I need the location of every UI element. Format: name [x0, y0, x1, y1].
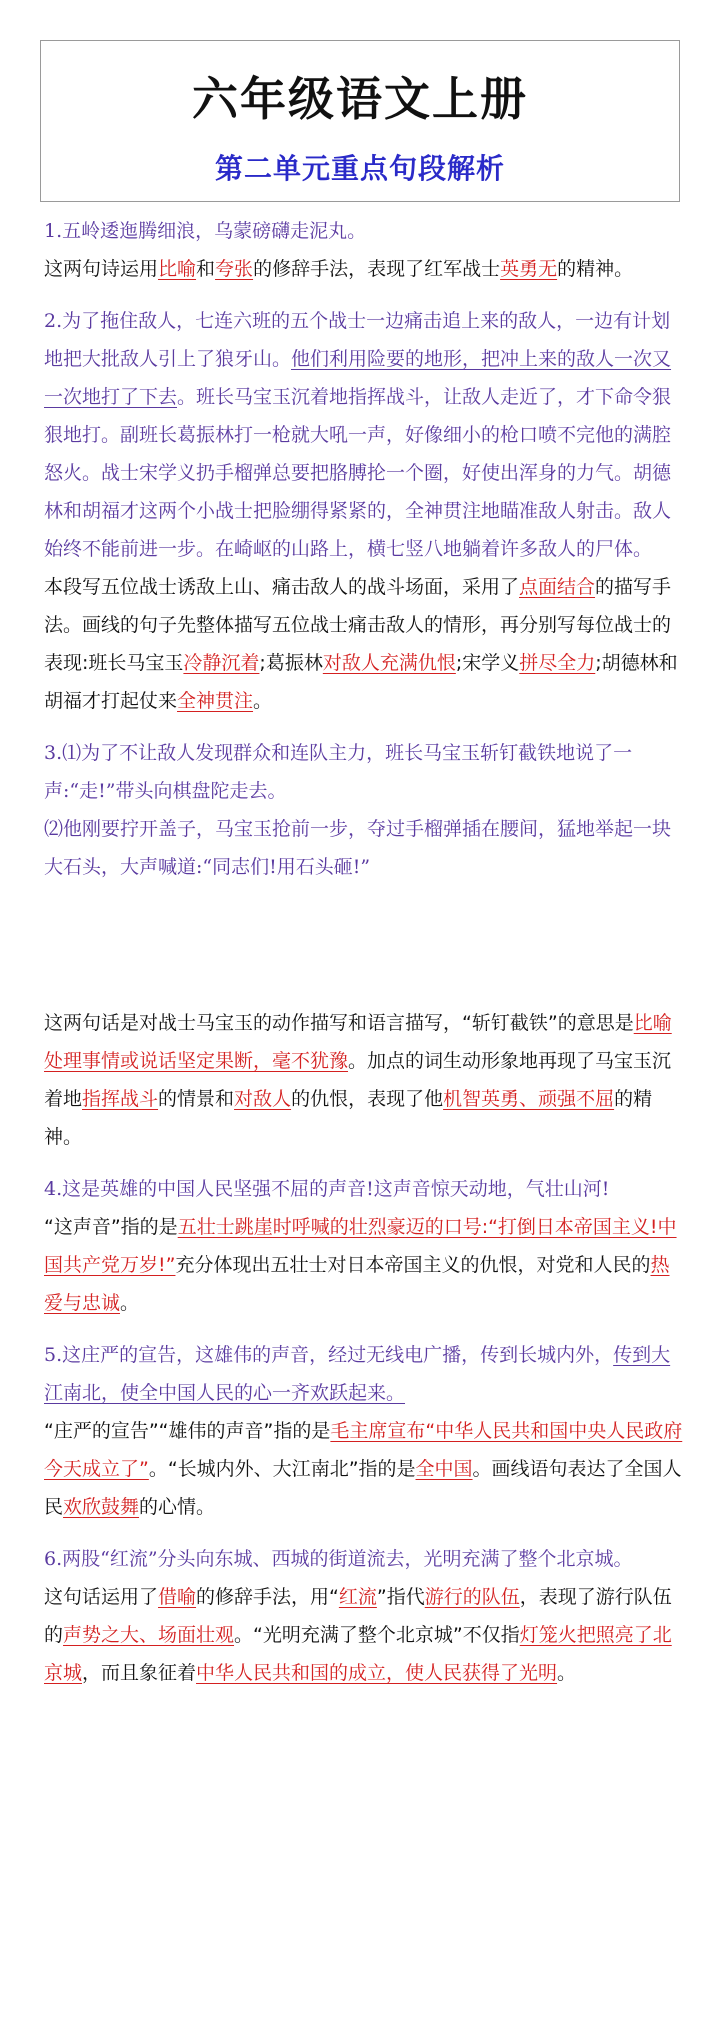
- key-answer: 热爱与忠诚: [44, 1254, 670, 1314]
- text-run: ，而且象征着: [82, 1662, 197, 1684]
- key-answer: 对敌人充满仇恨: [322, 652, 456, 674]
- text-run: 。“长城内外、大江南北”指的是: [148, 1458, 416, 1480]
- text-run: 的精神。: [44, 1088, 653, 1148]
- key-answer: 比喻处理事情或说话坚定果断，毫不犹豫: [44, 1012, 672, 1072]
- section-1: [44, 212, 684, 288]
- text-run: ;葛振林: [259, 652, 323, 674]
- key-answer: 英勇无: [500, 258, 558, 280]
- section-6: [44, 1540, 684, 1692]
- question-1: 1.五岭逶迤腾细浪，乌蒙磅礴走泥丸。: [44, 220, 367, 242]
- text-run: 的修辞手法，用“: [196, 1586, 339, 1608]
- answer-3: [44, 1004, 684, 1156]
- text-run: 5.这庄严的宣告，这雄伟的声音，经过无线电广播，传到长城内外，: [44, 1344, 614, 1366]
- underlined-text: 传到大江南北，使全中国人民的心一齐欢跃起来。: [44, 1344, 671, 1404]
- section-3: [44, 734, 684, 1156]
- key-answer: 毛主席宣布“中华人民共和国中央人民政府今天成立了”: [44, 1420, 683, 1480]
- text-run: 的心情。: [139, 1496, 216, 1518]
- question-6: 6.两股“红流”分头向东城、西城的街道流去，光明充满了整个北京城。: [44, 1548, 633, 1570]
- key-answer: 全中国: [415, 1458, 473, 1480]
- key-answer: 中华人民共和国的成立，使人民获得了光明: [196, 1662, 558, 1684]
- text-run: ;宋学义: [455, 652, 520, 674]
- question-4: 4.这是英雄的中国人民坚强不屈的声音!这声音惊天动地，气壮山河!: [44, 1178, 610, 1200]
- key-answer: 冷静沉着: [183, 652, 260, 674]
- section-4: [44, 1170, 684, 1322]
- page-title: 六年级语文上册: [192, 72, 528, 126]
- key-answer: 游行的队伍: [424, 1586, 520, 1608]
- key-answer: 指挥战斗: [82, 1088, 159, 1110]
- underlined-text: 他们利用险要的地形，把冲上来的敌人一次又一次地打了下去: [44, 348, 672, 408]
- key-answer: 全神贯注: [177, 690, 254, 712]
- text-run: 的情景和: [158, 1088, 235, 1110]
- question-2: [44, 302, 684, 568]
- question-5: [44, 1336, 684, 1412]
- text-run: ，表现了游行队伍的: [44, 1586, 672, 1646]
- section-2: [44, 302, 684, 720]
- answer-4: [44, 1208, 684, 1322]
- text-run: 的精神。: [557, 258, 634, 280]
- text-run: 的描写手法。画线的句子先整体描写五位战士痛击敌人的情形，再分别写每位战士的表现:班长马宝玉: [44, 576, 672, 674]
- text-run: 和: [196, 258, 216, 280]
- text-run: 的修辞手法，表现了红军战士: [253, 258, 501, 280]
- key-answer: 比喻: [158, 258, 197, 280]
- text-run: 这两句诗运用: [44, 258, 159, 280]
- key-answer: 点面结合: [519, 576, 596, 598]
- key-answer: 红流: [338, 1586, 377, 1608]
- blank-space: [44, 886, 684, 1004]
- key-answer: 声势之大、场面壮观: [63, 1624, 235, 1646]
- key-answer: 拼尽全力: [519, 652, 596, 674]
- text-run: ;胡德林和胡福才打起仗来: [44, 652, 678, 712]
- text-run: 这两句话是对战士马宝玉的动作描写和语言描写，“斩钉截铁”的意思是: [44, 1012, 634, 1034]
- title-box: [40, 40, 680, 202]
- key-answer: 欢欣鼓舞: [63, 1496, 140, 1518]
- answer-6: [44, 1578, 684, 1692]
- text-run: 本段写五位战士诱敌上山、痛击敌人的战斗场面，采用了: [44, 576, 520, 598]
- text-run: 。画线语句表达了全国人民: [44, 1458, 682, 1518]
- text-run: “庄严的宣告”“雄伟的声音”指的是: [44, 1420, 331, 1442]
- key-answer: 借喻: [158, 1586, 197, 1608]
- text-run: 2.为了拖住敌人，七连六班的五个战士一边痛击追上来的敌人，一边有计划地把大批敌人引上了狼牙山。: [44, 310, 671, 370]
- key-answer: 对敌人: [234, 1088, 292, 1110]
- text-run: 充分体现出五壮士对日本帝国主义的仇恨，对党和人民的: [175, 1254, 651, 1276]
- text-run: 。: [120, 1292, 140, 1314]
- text-run: 这句话运用了: [44, 1586, 159, 1608]
- text-run: ”指代: [376, 1586, 425, 1608]
- text-run: “这声音”指的是: [44, 1216, 178, 1238]
- question-3-1: 3.⑴为了不让敌人发现群众和连队主力，班长马宝玉斩钉截铁地说了一声:“走!”带头向棋盘陀走去。: [44, 742, 633, 802]
- content: [44, 212, 684, 1706]
- answer-1: [44, 250, 684, 288]
- text-run: 。班长马宝玉沉着地指挥战斗，让敌人走近了，才下命令狠狠地打。副班长葛振林打一枪就大吼一声，好像细小的枪口喷不完他的满腔怒火。战士宋学义扔手榴弹总要把胳膊抡一个圈，好使出浑身的力气。胡德林和胡福才这两个小战士把脸绷得紧紧的，全神贯注地瞄准敌人射击。敌人始终不能前进一步。在崎岖的山路上，横七竖八地躺着许多敌人的尸体。: [44, 386, 672, 560]
- text-run: 。加点的词生动形象地再现了马宝玉沉着地: [44, 1050, 672, 1110]
- question-3-2: ⑵他刚要拧开盖子，马宝玉抢前一步，夺过手榴弹插在腰间，猛地举起一块大石头，大声喊道:“同志们!用石头砸!”: [44, 818, 672, 878]
- key-answer: 灯笼火把照亮了北京城: [44, 1624, 672, 1684]
- text-run: 。: [253, 690, 273, 712]
- answer-5: [44, 1412, 684, 1526]
- key-answer: 机智英勇、顽强不屈: [443, 1088, 615, 1110]
- text-run: 。“光明充满了整个北京城”不仅指: [234, 1624, 520, 1646]
- section-5: [44, 1336, 684, 1526]
- page-subtitle: 第二单元重点句段解析: [214, 152, 505, 185]
- key-answer: 五壮士跳崖时呼喊的壮烈豪迈的口号:“打倒日本帝国主义!中国共产党万岁!”: [44, 1216, 677, 1276]
- answer-2: [44, 568, 684, 720]
- text-run: 。: [557, 1662, 577, 1684]
- key-answer: 夸张: [215, 258, 254, 280]
- text-run: 的仇恨，表现了他: [291, 1088, 444, 1110]
